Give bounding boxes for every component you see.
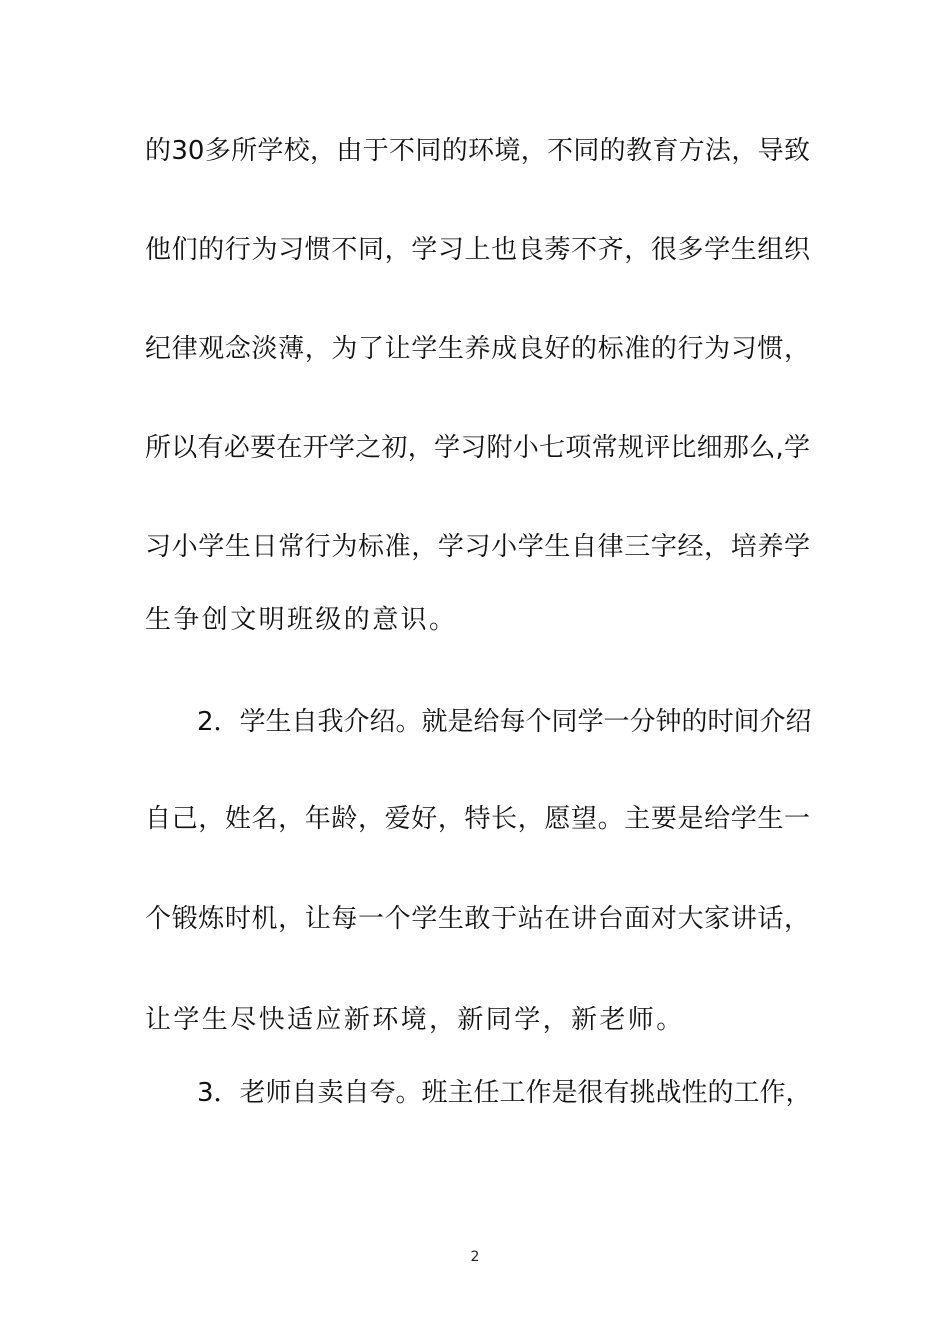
text-line: 纪律观念淡薄，为了让学生养成良好的标准的行为习惯， xyxy=(145,334,810,364)
text-line: 个锻炼时机，让每一个学生敢于站在讲台面对大家讲话， xyxy=(145,904,810,934)
text-line: 习小学生日常行为标准，学习小学生自律三字经，培养学 xyxy=(145,532,810,562)
page-number: 2 xyxy=(470,1249,480,1265)
text-line: 他们的行为习惯不同，学习上也良莠不齐，很多学生组织 xyxy=(145,235,810,265)
text-line: 生争创文明班级的意识。 xyxy=(145,605,458,635)
paragraph-2-first-line: 2．学生自我介绍。就是给每个同学一分钟的时间介绍 xyxy=(197,707,812,737)
text-line: 让学生尽快适应新环境，新同学，新老师。 xyxy=(145,1005,685,1035)
text-line: 自己，姓名，年龄，爱好，特长，愿望。主要是给学生一 xyxy=(145,804,810,834)
text-line: 所以有必要在开学之初，学习附小七项常规评比细那么,学 xyxy=(145,433,810,463)
paragraph-3-first-line: 3．老师自卖自夸。班主任工作是很有挑战性的工作， xyxy=(197,1078,812,1108)
text-line: 的30多所学校，由于不同的环境，不同的教育方法，导致 xyxy=(145,136,810,166)
